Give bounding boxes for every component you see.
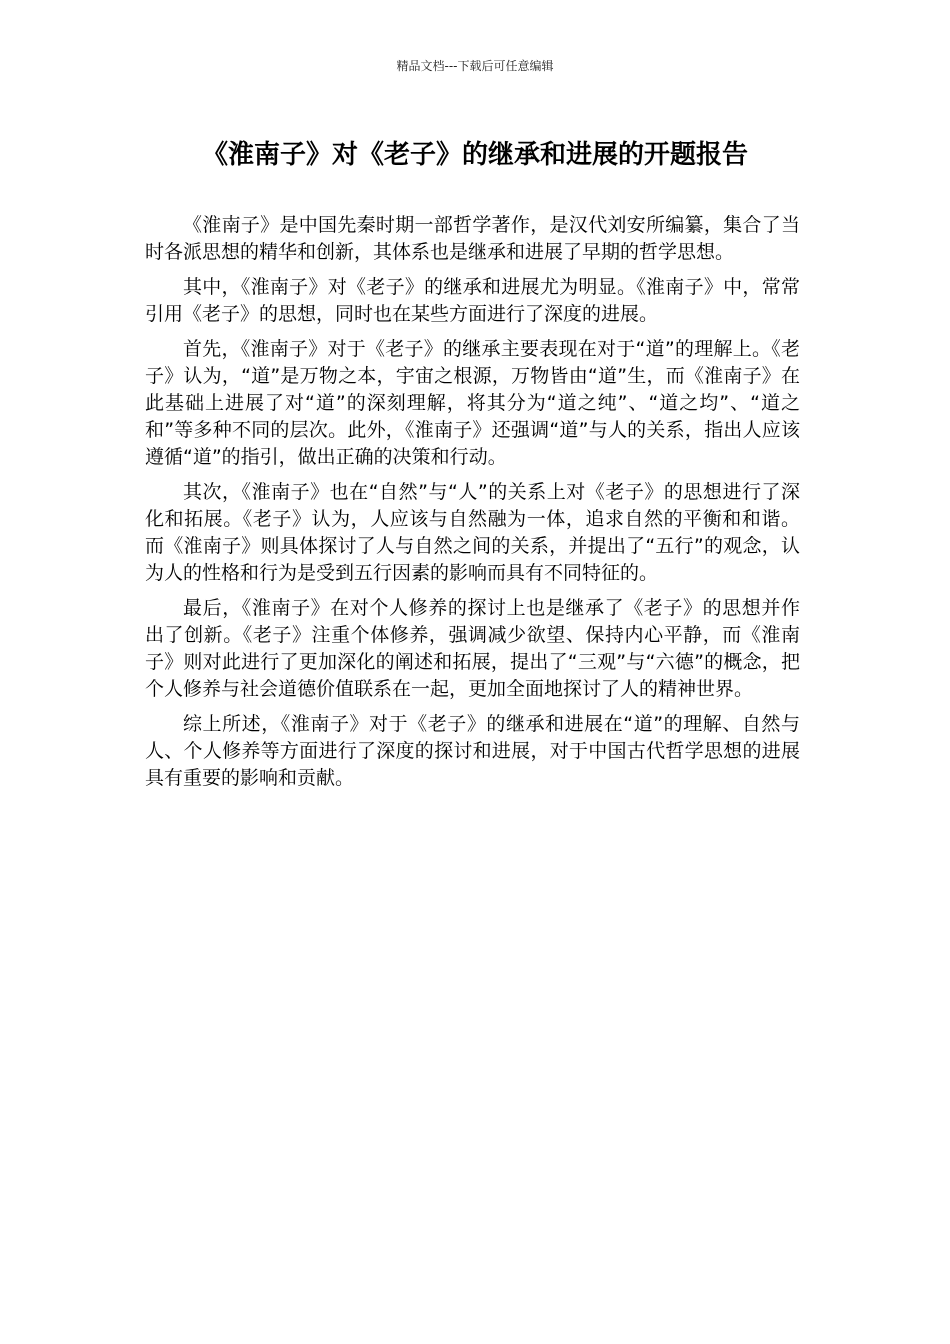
page-header-note: 精品文档---下载后可任意编辑 bbox=[396, 59, 554, 73]
paragraph-third-point: 最后，《淮南子》在对个人修养的探讨上也是继承了《老子》的思想并作出了创新。《老子》注重个体修养，强调减少欲望、保持内心平静，而《淮南子》则对此进行了更加深化的阐述和拓展，提出了“三观”与“六德”的概念，把个人修养与社会道德价值联系在一起，更加全面地探讨了人的精神世界。 bbox=[145, 597, 800, 700]
paragraph-overview: 其中，《淮南子》对《老子》的继承和进展尤为明显。《淮南子》中，常常引用《老子》的思想，同时也在某些方面进行了深度的进展。 bbox=[145, 276, 800, 325]
paragraph-first-point: 首先，《淮南子》对于《老子》的继承主要表现在对于“道”的理解上。《老子》认为，“道”是万物之本，宇宙之根源，万物皆由“道”生，而《淮南子》在此基础上进展了对“道”的深刻理解，将其分为“道之纯”、“道之均”、“道之和”等多种不同的层次。此外，《淮南子》还强调“道”与人的关系，指出人应该遵循“道”的指引，做出正确的决策和行动。 bbox=[145, 338, 800, 468]
paragraph-second-point: 其次，《淮南子》也在“自然”与“人”的关系上对《老子》的思想进行了深化和拓展。《老子》认为，人应该与自然融为一体，追求自然的平衡和和谐。而《淮南子》则具体探讨了人与自然之间的关系，并提出了“五行”的观念，认为人的性格和行为是受到五行因素的影响而具有不同特征的。 bbox=[145, 481, 800, 584]
paragraph-intro: 《淮南子》是中国先秦时期一部哲学著作，是汉代刘安所编纂，集合了当时各派思想的精华和创新，其体系也是继承和进展了早期的哲学思想。 bbox=[145, 214, 800, 263]
document-body bbox=[145, 212, 800, 800]
document-title: 《淮南子》对《老子》的继承和进展的开题报告 bbox=[201, 140, 748, 170]
paragraph-conclusion: 综上所述，《淮南子》对于《老子》的继承和进展在“道”的理解、自然与人、个人修养等方面进行了深度的探讨和进展，对于中国古代哲学思想的进展具有重要的影响和贡献。 bbox=[145, 713, 800, 789]
